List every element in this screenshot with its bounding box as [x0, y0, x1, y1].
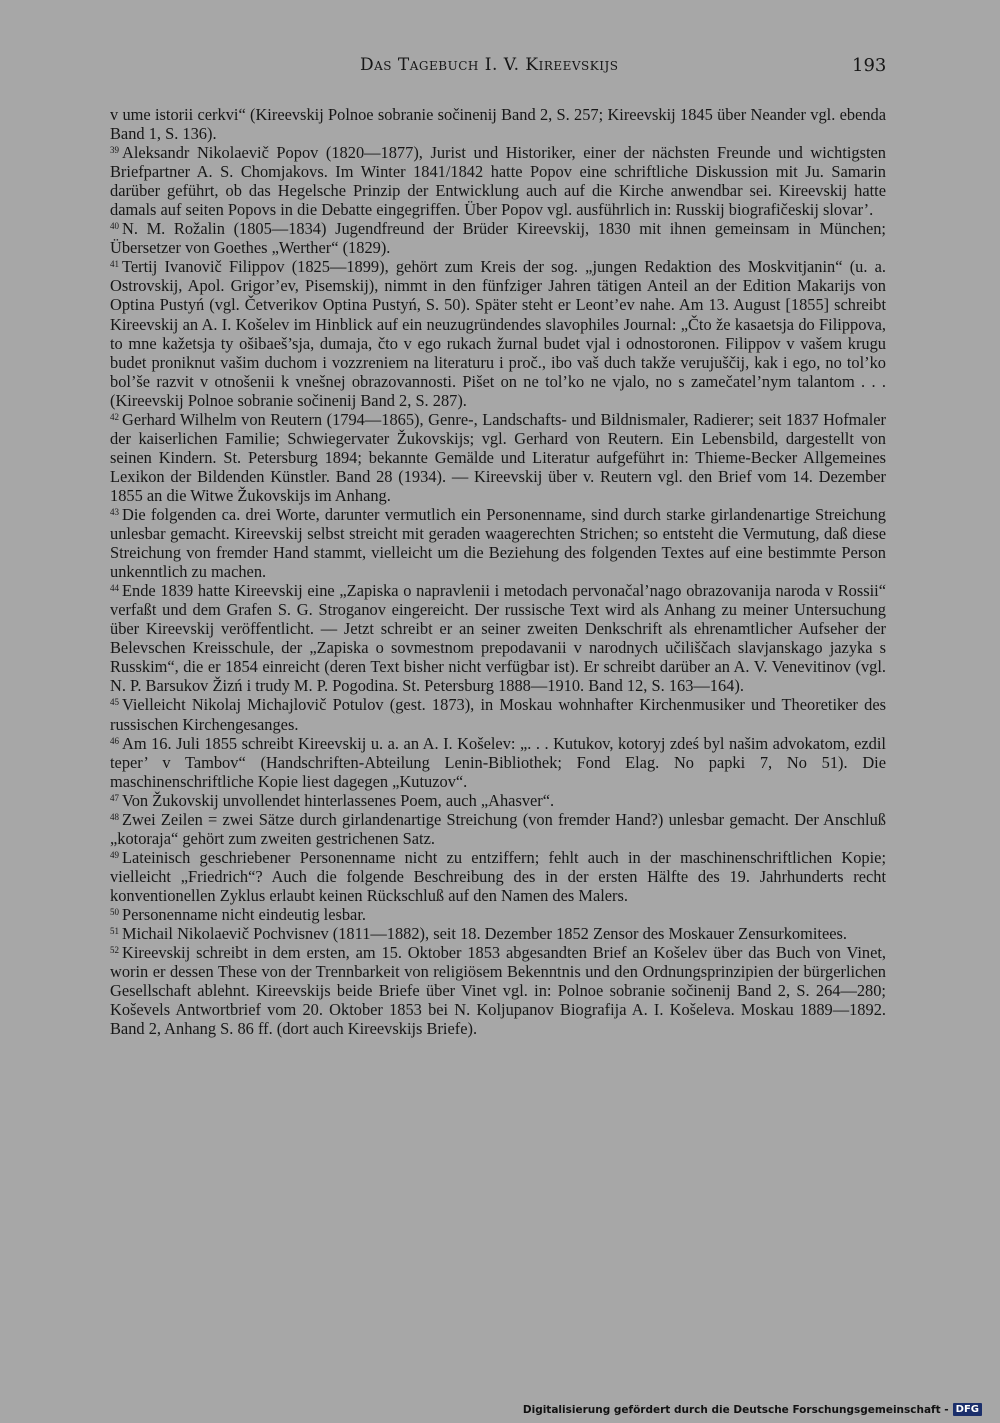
footnote-number: 42: [110, 411, 119, 422]
footnote-51: [110, 924, 886, 943]
footnote-number: 50: [110, 906, 119, 917]
footnote-49: [110, 848, 886, 905]
footnote-45: [110, 695, 886, 733]
footnote-47: [110, 791, 886, 810]
footnote-number: 40: [110, 221, 119, 232]
footnote-text: Am 16. Juli 1855 schreibt Kireevskij u. a. an A. I. Košelev: „. . . Kutukov, kotoryj zdeś byl našim advokatom, ezdil teper’ v Tambov“ (Handschriften-Abteilung Lenin-Bibliothek; Fond Elag. No papki 7, No 51). Die maschinenschriftliche Kopie liest dagegen „Kutuzov“.: [110, 733, 886, 791]
footnote-number: 48: [110, 811, 119, 822]
footnote-42: [110, 410, 886, 505]
dfg-logo: DFG: [953, 1403, 982, 1416]
footnote-41: [110, 257, 886, 409]
digitization-credit: [523, 1403, 982, 1416]
footnote-text: Von Žukovskij unvollendet hinterlassenes Poem, auch „Ahasver“.: [122, 790, 555, 810]
credit-text: Digitalisierung gefördert durch die Deutsche Forschungsgemeinschaft -: [522, 1403, 949, 1416]
footnote-43: [110, 505, 886, 581]
footnote-44: [110, 581, 886, 695]
footnotes-block: [110, 105, 886, 1038]
footnote-48: [110, 810, 886, 848]
footnote-number: 49: [110, 849, 119, 860]
footnote-46: [110, 734, 886, 791]
footnote-text: Vielleicht Nikolaj Michajlovič Potulov (gest. 1873), in Moskau wohnhafter Kirchenmusiker und Theoretiker des russischen Kirchengesanges.: [110, 695, 886, 734]
running-header-title: Das Tagebuch I. V. Kireevskijs: [360, 55, 619, 75]
footnote-text: v ume istorii cerkvi“ (Kireevskij Polnoe sobranie sočinenij Band 2, S. 257; Kireevskij 1845 über Neander vgl. ebenda Band 1, S. 136).: [110, 105, 886, 144]
footnote-text: N. M. Rožalin (1805—1834) Jugendfreund der Brüder Kireevskij, 1830 mit ihnen gemeinsam in München; Übersetzer von Goethes „Werther“ (1829).: [110, 219, 886, 258]
footnote-number: 43: [110, 506, 119, 517]
footnote-text: Personenname nicht eindeutig lesbar.: [122, 904, 366, 924]
footnote-number: 41: [110, 259, 119, 270]
footnote-continuation: [110, 105, 886, 143]
footnote-40: [110, 219, 886, 257]
page-number: 193: [852, 55, 887, 76]
footnote-52: [110, 943, 886, 1038]
footnote-number: 45: [110, 697, 119, 708]
footnote-text: Tertij Ivanovič Filippov (1825—1899), gehört zum Kreis der sog. „jungen Redaktion des Moskvitjanin“ (u. a. Ostrovskij, Apol. Grigor’ev, Pisemskij), nimmt in den fünfziger Jahren tätigen Anteil an der Edition Makarijs von Optina Pustyń (vgl. Četverikov Optina Pustyń, S. 50). Später steht er Leont’ev nahe. Am 13. August [1855] schreibt Kireevskij an A. I. Košelev im Hinblick auf ein neuzugründendes slavophiles Journal: „Čto že kasaetsja do Filippova, to mne kažetsja ty ošibaeš’sja, dumaja, čto v ego rukach žurnal budet vjal i odnostoronen. Filippov v vašem krugu budet proniknut vašim duchom i vozzreniem na literaturu i proč., ibo vaš duch takže verujuščij, kak i ego, no tol’ko bol’še razvit v otnošenii k vnešnej obrazovannosti. Pišet on ne tol’ko ne vjalo, no s zamečatel’nym talantom . . . (Kireevskij Polnoe sobranie sočinenij Band 2, S. 287).: [110, 257, 886, 410]
footnote-number: 46: [110, 735, 119, 746]
footnote-number: 52: [110, 945, 119, 956]
footnote-text: Zwei Zeilen = zwei Sätze durch girlandenartige Streichung (von fremder Hand?) unlesbar gemacht. Der Anschluß „kotoraja“ gehört zum zweiten gestrichenen Satz.: [110, 809, 886, 848]
footnote-text: Die folgenden ca. drei Worte, darunter vermutlich ein Personenname, sind durch starke girlandenartige Streichung unlesbar gemacht. Kireevskij selbst streicht mit geraden waagerechten Strichen; so entsteht die Vermutung, daß diese Streichung von fremder Hand stammt, vielleicht um die Beziehung des folgenden Textes auf eine bestimmte Person unkenntlich zu machen.: [110, 504, 886, 582]
footnote-50: [110, 905, 886, 924]
footnote-number: 47: [110, 792, 119, 803]
footnote-text: Aleksandr Nikolaevič Popov (1820—1877), Jurist und Historiker, einer der nächsten Freunde und wichtigsten Briefpartner A. S. Chomjakovs. Im Winter 1841/1842 hatte Popov eine schriftliche Diskussion mit Ju. Samarin darüber geführt, ob das Hegelsche Prinzip der Entwicklung auch auf die Kirche anwendbar sei. Kireevskij hatte damals auf seiten Popovs in die Debatte eingegriffen. Über Popov vgl. ausführlich in: Russkij biografičeskij slovar’.: [110, 143, 886, 220]
footnote-number: 44: [110, 583, 119, 594]
footnote-number: 51: [110, 926, 119, 937]
footnote-39: [110, 143, 886, 219]
footnote-text: Michail Nikolaevič Pochvisnev (1811—1882), seit 18. Dezember 1852 Zensor des Moskauer Zensurkomitees.: [122, 924, 847, 944]
footnote-text: Gerhard Wilhelm von Reutern (1794—1865), Genre-, Landschafts- und Bildnismaler, Radierer; seit 1837 Hofmaler der kaiserlichen Familie; Schwiegervater Žukovskijs; vgl. Gerhard von Reutern. Ein Lebensbild, dargestellt von seinen Kindern. St. Petersburg 1894; bekannte Gemälde und Literatur aufgeführt in: Thieme-Becker Allgemeines Lexikon der Bildenden Künstler. Band 28 (1934). — Kireevskij über v. Reutern vgl. den Brief vom 14. Dezember 1855 an die Witwe Žukovskijs im Anhang.: [110, 409, 886, 505]
footnote-text: Lateinisch geschriebener Personenname nicht zu entziffern; fehlt auch in der maschinenschriftlichen Kopie; vielleicht „Friedrich“? Auch die folgende Beschreibung des in der ersten Hälfte des 19. Jahrhunderts recht konventionellen Zyklus erlaubt keinen Rückschluß auf den Namen des Malers.: [110, 847, 886, 905]
footnote-text: Kireevskij schreibt in dem ersten, am 15. Oktober 1853 abgesandten Brief an Košelev über das Buch von Vinet, worin er dessen These von der Trennbarkeit von religiösem Bekenntnis und den Ordnungsprinzipien der bürgerlichen Gesellschaft ablehnt. Kireevskijs beide Briefe über Vinet vgl. in: Polnoe sobranie sočinenij Band 2, S. 264—280; Koševels Antwortbrief vom 20. Oktober 1853 bei N. Koljupanov Biografija A. I. Košeleva. Moskau 1889—1892. Band 2, Anhang S. 86 ff. (dort auch Kireevskijs Briefe).: [110, 943, 886, 1039]
footnote-number: 39: [110, 145, 119, 156]
footnote-text: Ende 1839 hatte Kireevskij eine „Zapiska o napravlenii i metodach pervonačal’nago obrazovanija naroda v Rossii“ verfaßt und dem Grafen S. G. Stroganov eingereicht. Der russische Text wird als Anhang zu meiner Untersuchung über Kireevskij veröffentlicht. — Jetzt schreibt er an seiner zweiten Denkschrift als ehrenamtlicher Aufseher der Belevschen Kreisschule, der „Zapiska o sovmestnom prepodavanii v narodnych učiliščach slavjanskago jazyka s Russkim“, die er 1854 einreicht (deren Text bisher nicht verfügbar ist). Er schreibt darüber an A. V. Venevitinov (vgl. N. P. Barsukov Žizń i trudy M. P. Pogodina. St. Petersburg 1888—1910. Band 12, S. 163—164).: [110, 581, 886, 696]
